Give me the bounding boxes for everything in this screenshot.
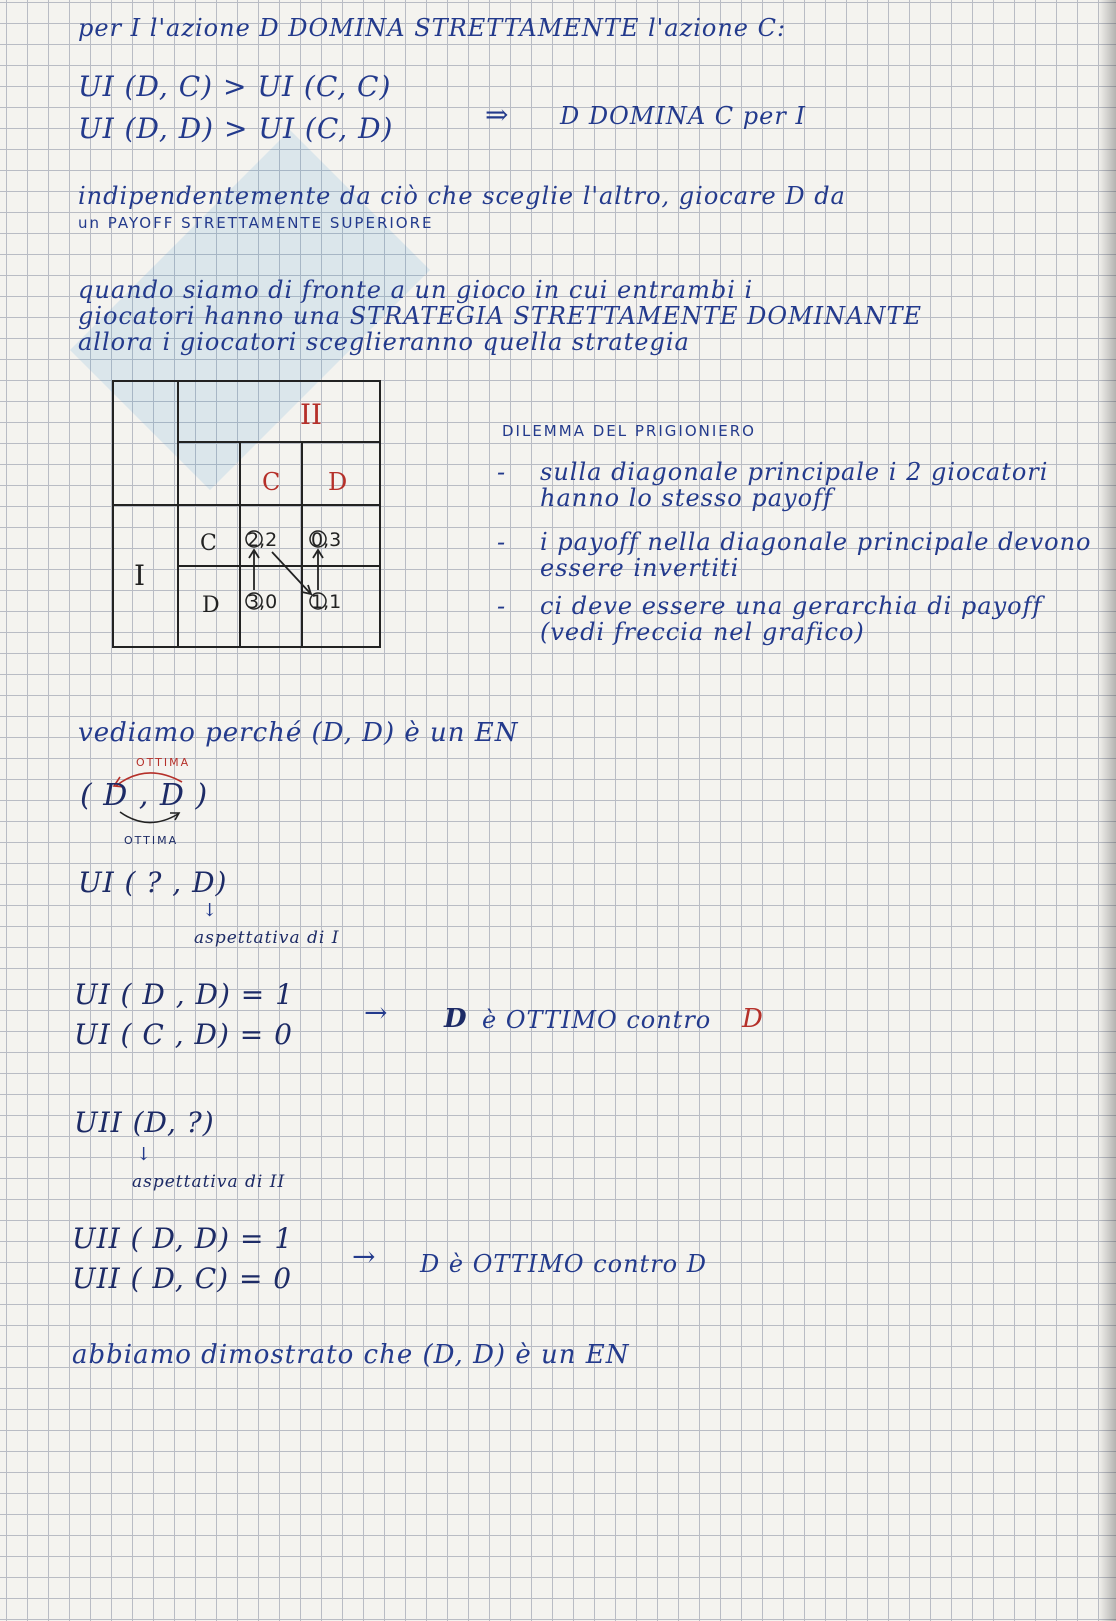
player-one-label: I bbox=[134, 559, 146, 592]
line-players-choose: allora i giocatori sceglieranno quella strategia bbox=[78, 328, 690, 356]
equation-4: UII ( D, C) = 0 bbox=[72, 1262, 293, 1295]
equation-2: UI ( C , D) = 0 bbox=[74, 1018, 293, 1051]
dilemma-point-3b: (vedi freccia nel grafico) bbox=[540, 618, 865, 646]
line-independence: indipendentemente da ciò che sceglie l'altro, giocare D da bbox=[78, 182, 846, 210]
page-edge-shadow bbox=[1098, 0, 1116, 1621]
row-header-c: C bbox=[200, 531, 217, 556]
player-two-label: II bbox=[300, 398, 323, 431]
bullet-dash: - bbox=[497, 528, 507, 556]
payoff-cell-dc: 3,0 bbox=[247, 591, 278, 613]
line-when-game: quando siamo di fronte a un gioco in cui entrambi i bbox=[78, 276, 754, 304]
implies-arrow-icon: ⇒ bbox=[485, 98, 509, 131]
payoff-cell-dd: 1,1 bbox=[311, 591, 342, 613]
arc-bottom bbox=[120, 812, 178, 823]
conclusion-1-end: D bbox=[742, 1004, 764, 1034]
expectation-two-note: aspettativa di II bbox=[132, 1172, 286, 1192]
bullet-dash: - bbox=[497, 592, 507, 620]
dilemma-point-2a: i payoff nella diagonale principale devono bbox=[540, 528, 1092, 556]
col-header-d: D bbox=[328, 468, 348, 496]
expectation-two: UII (D, ?) bbox=[74, 1106, 215, 1139]
equation-1: UI ( D , D) = 1 bbox=[74, 978, 294, 1011]
top-optimal-label: OTTIMA bbox=[136, 756, 191, 769]
inequality-1: UI (D, C) > UI (C, C) bbox=[78, 70, 392, 103]
expectation-one-note: aspettativa di I bbox=[194, 928, 340, 948]
dilemma-point-1b: hanno lo stesso payoff bbox=[540, 484, 833, 512]
conclusion-1-d: D bbox=[444, 1004, 468, 1034]
dilemma-point-1a: sulla diagonale principale i 2 giocatori bbox=[540, 458, 1049, 486]
inequality-2: UI (D, D) > UI (C, D) bbox=[78, 112, 394, 145]
bullet-dash: - bbox=[497, 458, 507, 486]
dilemma-title: DILEMMA DEL PRIGIONIERO bbox=[502, 422, 756, 440]
col-header-c: C bbox=[262, 468, 281, 496]
proof-heading: vediamo perché (D, D) è un EN bbox=[78, 718, 519, 748]
payoff-matrix bbox=[112, 380, 382, 650]
dominance-result: D DOMINA C per I bbox=[560, 102, 806, 130]
dilemma-point-3a: ci deve essere una gerarchia di payoff bbox=[540, 592, 1043, 620]
dilemma-point-2b: essere invertiti bbox=[540, 554, 740, 582]
conclusion-2: D è OTTIMO contro D bbox=[420, 1250, 707, 1278]
equation-3: UII ( D, D) = 1 bbox=[72, 1222, 294, 1255]
hierarchy-arrow bbox=[272, 552, 310, 593]
strategy-pair: ( D , D ) bbox=[80, 778, 209, 813]
payoff-cell-cc: 2,2 bbox=[247, 529, 278, 551]
payoff-cell-cd: 0,3 bbox=[311, 529, 342, 551]
down-arrow-icon: ↓ bbox=[202, 900, 218, 921]
final-conclusion: abbiamo dimostrato che (D, D) è un EN bbox=[72, 1340, 630, 1370]
expectation-one: UI ( ? , D) bbox=[78, 866, 228, 899]
line-payoff-superior: un PAYOFF STRETTAMENTE SUPERIORE bbox=[78, 214, 434, 232]
right-arrow-icon: → bbox=[352, 1240, 376, 1273]
line-dominance-intro: per I l'azione D DOMINA STRETTAMENTE l'azione C: bbox=[78, 14, 787, 42]
down-arrow-icon: ↓ bbox=[136, 1144, 152, 1165]
line-players-strategy: giocatori hanno una STRATEGIA STRETTAMENTE DOMINANTE bbox=[78, 302, 922, 330]
conclusion-1-mid: è OTTIMO contro bbox=[482, 1006, 712, 1034]
bottom-optimal-label: OTTIMA bbox=[124, 834, 179, 847]
row-header-d: D bbox=[202, 593, 220, 618]
right-arrow-icon: → bbox=[364, 996, 388, 1029]
